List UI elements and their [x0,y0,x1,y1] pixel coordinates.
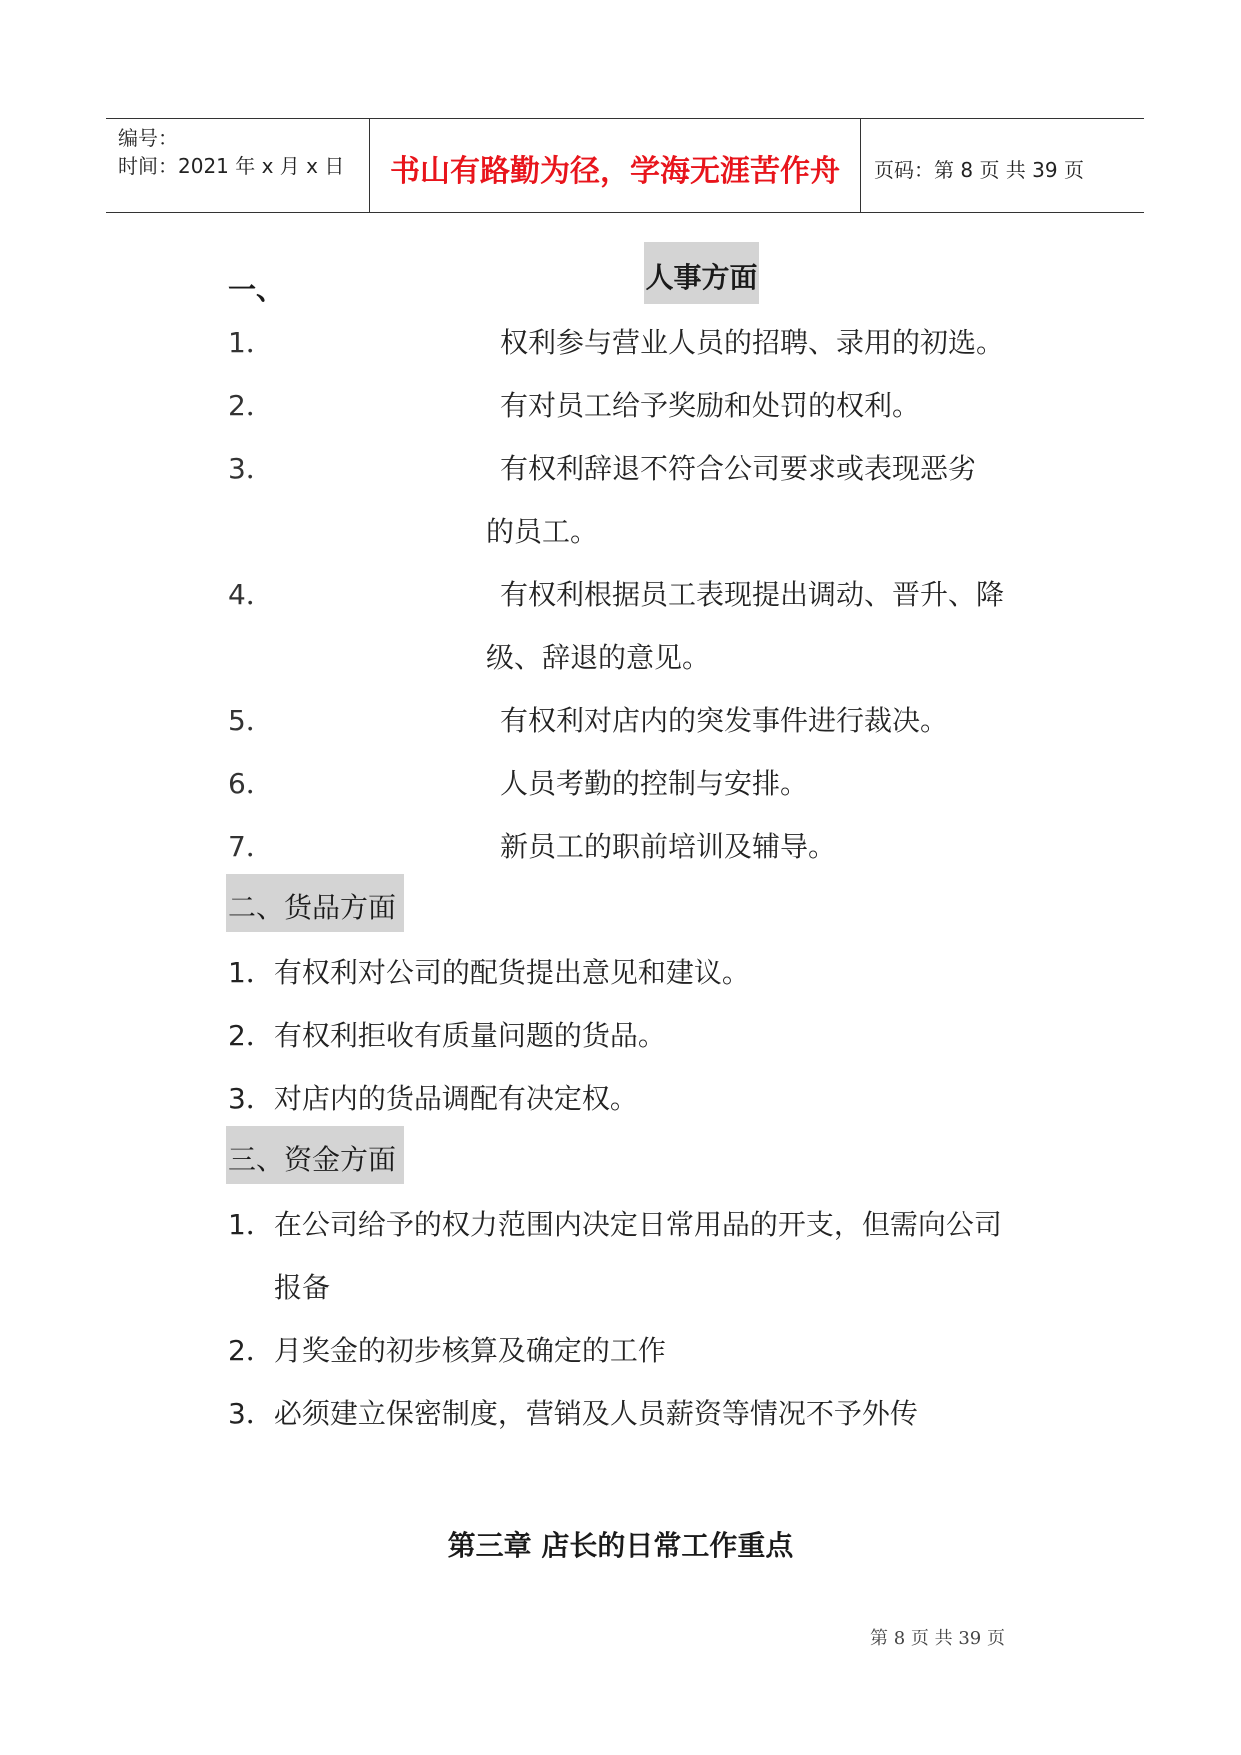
section1-item-2-text: 有对员工给予奖励和处罚的权利。 [500,389,921,422]
header-divider-right [860,118,861,212]
header-page-info: 页码：第 8 页 共 39 页 [874,158,1084,182]
section3-title-box [226,1126,404,1184]
section1-number: 一、 [228,273,285,306]
section1-item-3-text: 有权利辞退不符合公司要求或表现恶劣 [500,452,977,485]
section1-item-2-number: 2． [228,389,274,422]
section1-item-1-text: 权利参与营业人员的招聘、录用的初选。 [500,326,1005,359]
section1-item-6-text: 人员考勤的控制与安排。 [500,767,809,800]
header-top-rule [106,118,1144,119]
header-motto: 书山有路勤为径，学海无涯苦作舟 [390,154,840,189]
section1-item-5-number: 5． [228,704,274,737]
section3-item-1: 1．在公司给予的权力范围内决定日常用品的开支，但需向公司 [228,1208,1002,1241]
section1-item-3-number: 3． [228,452,274,485]
header-bottom-rule [106,212,1144,213]
section3-item-1-cont: 报备 [274,1271,331,1304]
page-footer: 第 8 页 共 39 页 [870,1628,1005,1649]
chapter-title: 第三章 店长的日常工作重点 [447,1529,794,1562]
section3-item-2: 2．月奖金的初步核算及确定的工作 [228,1334,666,1367]
section3-title: 三、资金方面 [228,1143,397,1176]
section1-item-5-text: 有权利对店内的突发事件进行裁决。 [500,704,949,737]
section1-item-7-text: 新员工的职前培训及辅导。 [500,830,837,863]
section3-item-3: 3．必须建立保密制度，营销及人员薪资等情况不予外传 [228,1397,918,1430]
section2-item-3: 3．对店内的货品调配有决定权。 [228,1082,638,1115]
section2-title-box [226,874,404,932]
section2-title: 二、货品方面 [228,891,397,924]
section1-title: 人事方面 [645,261,758,294]
section1-item-4-text-cont: 级、辞退的意见。 [486,641,711,674]
section1-item-1-number: 1． [228,326,274,359]
section1-item-6-number: 6． [228,767,274,800]
section1-title-box [644,242,759,304]
section1-item-4-text: 有权利根据员工表现提出调动、晋升、降 [500,578,1005,611]
section1-item-7-number: 7． [228,830,274,863]
header-serial-label: 编号： [118,126,178,150]
section1-item-4-number: 4． [228,578,274,611]
section1-item-3-text-cont: 的员工。 [486,515,599,548]
header-time-label: 时间：2021 年 x 月 x 日 [118,154,345,178]
section2-item-1: 1．有权利对公司的配货提出意见和建议。 [228,956,750,989]
section2-item-2: 2．有权利拒收有质量问题的货品。 [228,1019,666,1052]
